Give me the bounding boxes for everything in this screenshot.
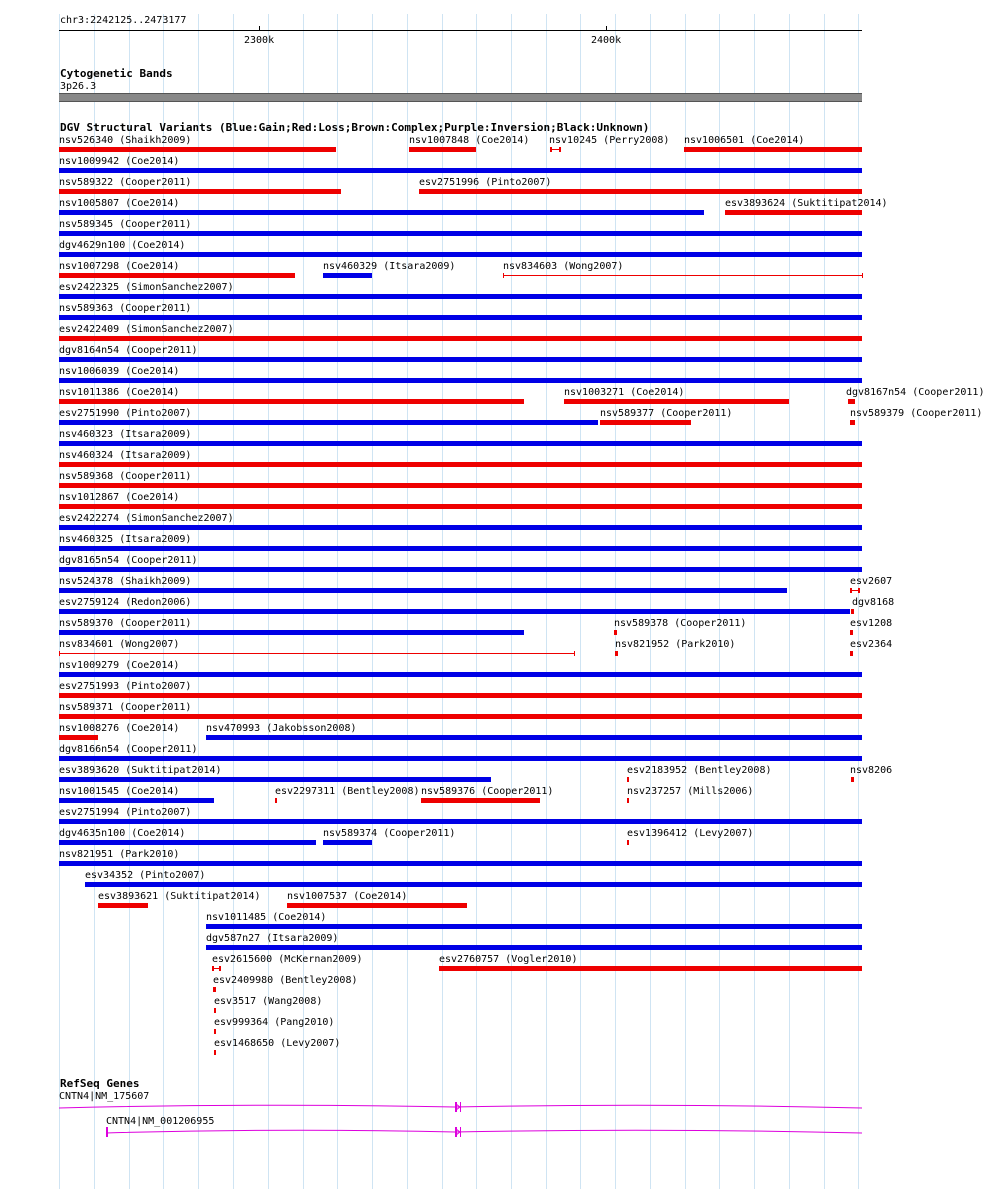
variant-bar[interactable] <box>59 798 214 803</box>
variant-label[interactable]: nsv589363 (Cooper2011) <box>59 303 192 314</box>
variant-bar[interactable] <box>59 273 295 278</box>
variant-label[interactable]: nsv1001545 (Coe2014) <box>59 786 180 797</box>
variant-bar[interactable] <box>851 609 854 614</box>
variant-label[interactable]: nsv1007537 (Coe2014) <box>287 891 408 902</box>
variant-bar[interactable] <box>59 840 316 845</box>
variant-bar[interactable] <box>59 546 862 551</box>
variant-label[interactable]: nsv1005807 (Coe2014) <box>59 198 180 209</box>
variant-label[interactable]: esv3893624 (Suktitipat2014) <box>725 198 888 209</box>
variant-label[interactable]: esv2760757 (Vogler2010) <box>439 954 578 965</box>
variant-bar[interactable] <box>59 210 704 215</box>
variant-bar[interactable] <box>323 273 372 278</box>
variant-bar[interactable] <box>59 504 862 509</box>
gridline <box>407 14 408 1189</box>
variant-bar[interactable] <box>287 903 467 908</box>
variant-bar[interactable] <box>59 567 862 572</box>
variant-label[interactable]: esv999364 (Pang2010) <box>214 1017 335 1028</box>
variant-bar[interactable] <box>59 462 862 467</box>
variant-end-tick <box>574 651 575 656</box>
variant-bar[interactable] <box>59 653 574 654</box>
variant-label[interactable]: dgv8165n54 (Cooper2011) <box>59 555 198 566</box>
variant-label[interactable]: esv2751994 (Pinto2007) <box>59 807 192 818</box>
variant-bar[interactable] <box>59 777 491 782</box>
variant-label[interactable]: esv2422274 (SimonSanchez2007) <box>59 513 234 524</box>
variant-label[interactable]: esv1468650 (Levy2007) <box>214 1038 341 1049</box>
variant-bar[interactable] <box>59 378 862 383</box>
variant-bar[interactable] <box>684 147 862 152</box>
variant-label[interactable]: nsv834603 (Wong2007) <box>503 261 624 272</box>
cytoband-bar[interactable] <box>59 93 862 102</box>
variant-label[interactable]: esv3893621 (Suktitipat2014) <box>98 891 261 902</box>
variant-bar[interactable] <box>600 420 691 425</box>
variant-bar[interactable] <box>59 315 862 320</box>
variant-label[interactable]: esv2607 <box>850 576 893 587</box>
variant-label[interactable]: dgv4635n100 (Coe2014) <box>59 828 186 839</box>
variant-bar[interactable] <box>206 735 862 740</box>
variant-label[interactable]: nsv526340 (Shaikh2009) <box>59 135 192 146</box>
variant-bar[interactable] <box>421 798 540 803</box>
variant-label[interactable]: esv1208 <box>850 618 893 629</box>
variant-label[interactable]: dgv8168 <box>852 597 895 608</box>
variant-label[interactable]: nsv1009279 (Coe2014) <box>59 660 180 671</box>
variant-label[interactable]: nsv470993 (Jakobsson2008) <box>206 723 357 734</box>
refseq-track-title[interactable]: RefSeq Genes <box>60 1077 140 1090</box>
variant-bar[interactable] <box>59 294 862 299</box>
variant-label[interactable]: nsv1006039 (Coe2014) <box>59 366 180 377</box>
variant-end-tick <box>212 966 214 971</box>
cytoband-label: 3p26.3 <box>60 81 97 92</box>
variant-bar[interactable] <box>59 399 524 404</box>
gene-model[interactable] <box>0 1125 890 1139</box>
variant-label[interactable]: nsv589376 (Cooper2011) <box>421 786 554 797</box>
variant-bar[interactable] <box>614 630 617 635</box>
gene-label[interactable]: CNTN4|NM_001206955 <box>106 1116 215 1127</box>
ruler-tick-label: 2300k <box>244 35 275 46</box>
variant-bar[interactable] <box>59 252 862 257</box>
variant-bar[interactable] <box>59 483 862 488</box>
variant-bar[interactable] <box>59 756 862 761</box>
variant-end-tick <box>503 273 504 278</box>
variant-bar[interactable] <box>59 735 98 740</box>
variant-label[interactable]: nsv8206 <box>850 765 893 776</box>
variant-end-tick <box>219 966 221 971</box>
variant-label[interactable]: nsv821952 (Park2010) <box>615 639 736 650</box>
variant-label[interactable]: nsv1009942 (Coe2014) <box>59 156 180 167</box>
variant-label[interactable]: nsv460323 (Itsara2009) <box>59 429 192 440</box>
ruler-tick-label: 2400k <box>591 35 622 46</box>
variant-bar[interactable] <box>850 420 855 425</box>
dgv-track-title[interactable]: DGV Structural Variants (Blue:Gain;Red:Loss;Brown:Complex;Purple:Inversion;Black:Unknown) <box>60 121 650 134</box>
variant-label[interactable]: dgv587n27 (Itsara2009) <box>206 933 339 944</box>
variant-bar[interactable] <box>409 147 476 152</box>
variant-label[interactable]: nsv1006501 (Coe2014) <box>684 135 805 146</box>
variant-label[interactable]: dgv8164n54 (Cooper2011) <box>59 345 198 356</box>
variant-bar[interactable] <box>615 651 618 656</box>
variant-label[interactable]: esv2751993 (Pinto2007) <box>59 681 192 692</box>
variant-bar[interactable] <box>98 903 148 908</box>
variant-label[interactable]: nsv524378 (Shaikh2009) <box>59 576 192 587</box>
variant-label[interactable]: nsv1011386 (Coe2014) <box>59 387 180 398</box>
variant-bar[interactable] <box>59 588 787 593</box>
variant-label[interactable]: nsv834601 (Wong2007) <box>59 639 180 650</box>
variant-bar[interactable] <box>59 672 862 677</box>
variant-bar[interactable] <box>725 210 862 215</box>
variant-end-tick <box>850 588 852 593</box>
variant-label[interactable]: esv2409980 (Bentley2008) <box>213 975 358 986</box>
variant-label[interactable]: nsv460325 (Itsara2009) <box>59 534 192 545</box>
ruler-tick <box>259 26 260 31</box>
variant-bar[interactable] <box>850 651 853 656</box>
variant-bar[interactable] <box>564 399 789 404</box>
variant-label[interactable]: nsv589378 (Cooper2011) <box>614 618 747 629</box>
variant-label[interactable]: nsv237257 (Mills2006) <box>627 786 754 797</box>
variant-end-tick <box>550 147 552 152</box>
variant-label[interactable]: esv1396412 (Levy2007) <box>627 828 754 839</box>
variant-bar[interactable] <box>59 819 862 824</box>
variant-bar[interactable] <box>59 189 341 194</box>
variant-label[interactable]: esv2615600 (McKernan2009) <box>212 954 363 965</box>
variant-label[interactable]: nsv10245 (Perry2008) <box>549 135 670 146</box>
variant-bar[interactable] <box>851 777 854 782</box>
variant-label[interactable]: esv2364 <box>850 639 893 650</box>
variant-label[interactable]: esv2183952 (Bentley2008) <box>627 765 772 776</box>
variant-label[interactable]: dgv4629n100 (Coe2014) <box>59 240 186 251</box>
variant-label[interactable]: nsv589322 (Cooper2011) <box>59 177 192 188</box>
variant-bar[interactable] <box>59 861 862 866</box>
ruler-axis <box>59 30 862 31</box>
variant-label[interactable]: nsv589345 (Cooper2011) <box>59 219 192 230</box>
ruler-tick <box>606 26 607 31</box>
position-label: chr3:2242125..2473177 <box>60 15 187 26</box>
variant-label[interactable]: esv2751990 (Pinto2007) <box>59 408 192 419</box>
variant-bar[interactable] <box>627 777 629 782</box>
variant-bar[interactable] <box>213 987 216 992</box>
variant-label[interactable]: dgv8166n54 (Cooper2011) <box>59 744 198 755</box>
variant-label[interactable]: nsv1011485 (Coe2014) <box>206 912 327 923</box>
variant-label[interactable]: nsv1007848 (Coe2014) <box>409 135 530 146</box>
variant-bar[interactable] <box>59 525 862 530</box>
variant-label[interactable]: esv2422409 (SimonSanchez2007) <box>59 324 234 335</box>
variant-bar[interactable] <box>848 399 855 404</box>
variant-label[interactable]: nsv1003271 (Coe2014) <box>564 387 685 398</box>
variant-bar[interactable] <box>59 147 336 152</box>
variant-bar[interactable] <box>59 336 862 341</box>
variant-label[interactable]: nsv589379 (Cooper2011) <box>850 408 983 419</box>
variant-bar[interactable] <box>59 693 862 698</box>
variant-bar[interactable] <box>206 945 862 950</box>
gridline <box>372 14 373 1189</box>
variant-bar[interactable] <box>59 420 598 425</box>
variant-bar[interactable] <box>59 231 862 236</box>
variant-label[interactable]: esv2297311 (Bentley2008) <box>275 786 420 797</box>
variant-label[interactable]: nsv589368 (Cooper2011) <box>59 471 192 482</box>
variant-bar[interactable] <box>59 168 862 173</box>
variant-label[interactable]: esv34352 (Pinto2007) <box>85 870 206 881</box>
variant-label[interactable]: dgv8167n54 (Cooper2011) <box>846 387 984 398</box>
variant-bar[interactable] <box>214 1029 216 1034</box>
variant-bar[interactable] <box>59 714 862 719</box>
variant-end-tick <box>858 588 860 593</box>
variant-label[interactable]: nsv1007298 (Coe2014) <box>59 261 180 272</box>
variant-end-tick <box>862 273 863 278</box>
variant-label[interactable]: nsv589371 (Cooper2011) <box>59 702 192 713</box>
variant-end-tick <box>559 147 561 152</box>
variant-bar[interactable] <box>85 882 862 887</box>
variant-end-tick <box>59 651 60 656</box>
variant-label[interactable]: esv3893620 (Suktitipat2014) <box>59 765 222 776</box>
gene-exon <box>106 1127 108 1137</box>
variant-bar[interactable] <box>206 924 862 929</box>
variant-label[interactable]: nsv1008276 (Coe2014) <box>59 723 180 734</box>
variant-bar[interactable] <box>627 798 629 803</box>
variant-label[interactable]: nsv589370 (Cooper2011) <box>59 618 192 629</box>
variant-label[interactable]: nsv1012867 (Coe2014) <box>59 492 180 503</box>
variant-bar[interactable] <box>627 840 629 845</box>
variant-bar[interactable] <box>275 798 277 803</box>
variant-label[interactable]: esv3517 (Wang2008) <box>214 996 323 1007</box>
variant-bar[interactable] <box>59 357 862 362</box>
variant-bar[interactable] <box>214 1050 216 1055</box>
variant-label[interactable]: nsv589377 (Cooper2011) <box>600 408 733 419</box>
gene-model[interactable] <box>0 1100 890 1114</box>
variant-label[interactable]: esv2751996 (Pinto2007) <box>419 177 552 188</box>
variant-label[interactable]: esv2759124 (Redon2006) <box>59 597 192 608</box>
variant-bar[interactable] <box>59 609 850 614</box>
gene-intron-line <box>106 1130 862 1133</box>
variant-bar[interactable] <box>439 966 862 971</box>
cytobands-track-title[interactable]: Cytogenetic Bands <box>60 67 173 80</box>
gene-exon <box>455 1102 457 1112</box>
variant-label[interactable]: nsv589374 (Cooper2011) <box>323 828 456 839</box>
variant-bar[interactable] <box>419 189 862 194</box>
variant-bar[interactable] <box>503 275 862 276</box>
variant-bar[interactable] <box>323 840 372 845</box>
variant-bar[interactable] <box>850 630 853 635</box>
gene-exon <box>455 1127 457 1137</box>
variant-bar[interactable] <box>59 441 862 446</box>
variant-label[interactable]: nsv460329 (Itsara2009) <box>323 261 456 272</box>
variant-label[interactable]: nsv821951 (Park2010) <box>59 849 180 860</box>
variant-label[interactable]: nsv460324 (Itsara2009) <box>59 450 192 461</box>
variant-label[interactable]: esv2422325 (SimonSanchez2007) <box>59 282 234 293</box>
variant-bar[interactable] <box>59 630 524 635</box>
variant-bar[interactable] <box>214 1008 216 1013</box>
gene-label[interactable]: CNTN4|NM_175607 <box>59 1091 150 1102</box>
